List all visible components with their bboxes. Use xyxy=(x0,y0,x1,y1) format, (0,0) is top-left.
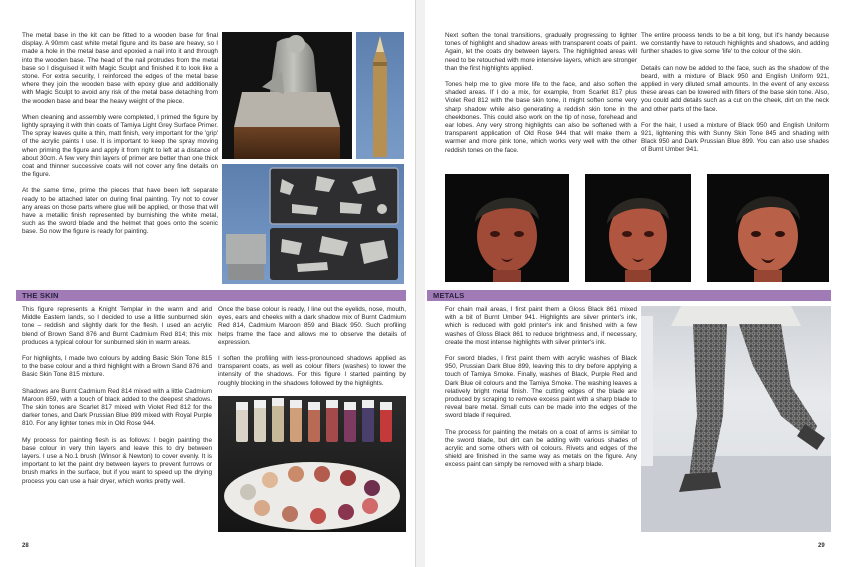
section-bar-metals xyxy=(427,290,831,301)
left-intro-column xyxy=(22,32,218,245)
section-title: METALS xyxy=(433,291,465,300)
photo-primer-part xyxy=(356,32,404,159)
paragraph: Details can now be added to the face, such as the shadow of the beard, with a mixture of Black 950 and English Uniform 921, applied in very diluted small amounts. In the event of any excess these areas can be lowered with filters of the base skin tone. Also, you could add details such as a cut on the cheek, dirt on the neck and other parts of the face. xyxy=(641,64,829,113)
photo-head-stage-2 xyxy=(585,174,691,282)
paragraph: Next soften the tonal transitions, gradually progressing to lighter tones of highlight and shadow areas with transparent coats of paint. Again, let the coats dry between layers. The highlighted areas will need to be retouched with more intensive layers, which are stronger than the first highlights applied. xyxy=(445,32,637,72)
photo-head-stage-1 xyxy=(445,174,569,282)
page-number: 28 xyxy=(22,543,29,549)
paragraph: The entire process tends to be a bit long, but it's handy because we constantly have to retouch highlights and shadows, and adding further shades to give some 'life' to the colour of the skin. xyxy=(641,32,829,56)
paragraph: Tones help me to give more life to the face, and also soften the shaded areas. If I do a mix, for example, from Scarlet 817 plus Violet Red 812 with the base skin tone, it might soften some very sharp shadow while also generating a reddish skin tone in the cheekbones. This could also work on the tip of nose, forehead and ear lobes. Any very strong highlights can also be softened with a transparent application of Old Rose 944 that will make them a warmer and more pink tone, which works very well with the other reddish tones on the face. xyxy=(445,81,637,154)
paragraph: At the same time, prime the pieces that have been left separate ready to be attached later on during final painting. Try not to cover any areas on those parts where glue will be applied, or those that will have a metallic finish represented by burnishing the white metal, such as the sword blade and the helmet that goes onto the scenic base. So now the figure is ready for painting. xyxy=(22,187,218,236)
photo-head-stage-3 xyxy=(707,174,829,282)
paragraph: This figure represents a Knight Templar in the warm and arid Middle Eastern lands, so I decided to use a little sunburned skin tone – reddish and slightly dark for the flesh. I used an acrylic blend of Brown Sand 876 and Burnt Cadmium Red 814; this mix produces a typical colour for sunburned skin in warm areas. xyxy=(22,306,212,346)
page-number: 29 xyxy=(818,543,825,549)
paragraph: For chain mail areas, I first paint them a Gloss Black 861 mixed with a bit of Burnt Umber 941. Highlights are silver printer's ink, which is reduced with gold printer's ink and finished with a few washes of Gloss Black 861 to reduce brightness and, if necessary, create the most intense highlights with silver printer's ink. xyxy=(445,306,637,346)
paragraph: The process for painting the metals on a coat of arms is similar to the sword blade, but dirt can be adding with various shades of acrylic and some others with oil colours. Rivets and edges of the shield are finished in the same way as metals on the figure. Any excess paint can simply be removed with a sharp blade. xyxy=(445,428,637,469)
paragraph: Shadows are Burnt Cadmium Red 814 mixed with a little Cadmium Maroon 859, with a touch of black added to the deepest shadows. The skin tones are Scarlet 817 mixed with Violet Red 812 for the darker tones, and Dark Prussian Blue 899 mixed with Royal Purple 810. For any lighter tones mix in Old Rose 944. xyxy=(22,387,212,428)
paragraph: For sword blades, I first paint them with acrylic washes of Black 950, Prussian Dark Blue 899, leaving this to dry before applying a touch of Tamiya Smoke. Finally, washes of Black, Purple Red and Dark Blue oil colours and the Tamiya Smoke. The washing leaves a relatively bright metal finish. The cutting edges of the blade are produced by scraping to remove excess paint with a sharp blade to reveal bare metal. Small cuts can be made into the edges of the sword blade if required. xyxy=(445,355,637,420)
section-bar-skin xyxy=(16,290,406,301)
paragraph: For highlights, I made two colours by adding Basic Skin Tone 815 to the base colour and a third highlight with a Brown Sand 876 and Basic Skin Tone 815 mixture. xyxy=(22,355,212,379)
photo-figure-base xyxy=(222,32,352,159)
skin-column-2 xyxy=(218,306,406,396)
metals-column xyxy=(445,306,637,478)
paragraph: When cleaning and assembly were completed, I primed the figure by lightly spraying it with thin coats of Tamiya Light Grey Surface Primer. The spray leaves quite a thin, matt finish, very important for the 'grip' of the acrylic paints I use. It is important to keep the spray moving when priming the figure and apply it from right to left at a distance of about 30cm. A few very thin layers of primer are better than one thick coat and thinner successive coats will not cover any fine details on the figure. xyxy=(22,113,218,179)
paragraph: I soften the profiling with less-pronounced shadows applied as transparent coats, as well as colour filters (washes) to lower the intensity of the shadows. For this figure I started painting by roughly blocking in the shadows followed by the highlights. xyxy=(218,355,406,387)
paragraph: Once the base colour is ready, I line out the eyelids, nose, mouth, eyes, ears and cheeks with a dark shadow mix of Burnt Cadmium Red 814, Cadmium Maroon 859 and Black 950. Such profiling helps frame the face and allows me to observe the details of expression. xyxy=(218,306,406,346)
right-column-2 xyxy=(641,32,829,163)
photo-kit-parts xyxy=(222,164,404,284)
paragraph: My process for painting flesh is as follows: I begin painting the base colour in very thin layers and leave this to dry between layers. I use a No.1 brush (Winsor & Newton) to cover evenly. It is important to let the paint dry between layers to prevent furrows or brush marks in the surface, but if you want to speed up the drying process you can use a hair dryer, which works pretty well. xyxy=(22,436,212,485)
photo-paint-palette xyxy=(218,396,406,532)
right-column-1 xyxy=(445,32,637,163)
paragraph: For the hair, I used a mixture of Black 950 and English Uniform 921, lightening this with Sunny Skin Tone 845 and shading with Black 950 and Dark Prussian Blue 899. You can also use shades of Burnt Umber 941. xyxy=(641,121,829,154)
page-gutter xyxy=(416,0,425,567)
right-page xyxy=(425,0,850,567)
left-page xyxy=(0,0,416,567)
section-title: THE SKIN xyxy=(22,291,59,300)
skin-column-1 xyxy=(22,306,212,494)
photo-chainmail-legs xyxy=(641,306,831,532)
paragraph: The metal base in the kit can be fitted to a wooden base for final display. A 90mm cast white metal figure and its base are heavy, so I made a hole in the metal base and epoxied a nail into it and through into the wooden base. The head of the nail protrudes from the metal base so I disguised it with Magic Sculpt and finished it to look like a stone. For extra security, I reinforced the edges of the metal base where they join the wooden base with epoxy glue and additionally with Magic Sculpt to avoid any risk of the metal base detaching from the wooden base and bear the heavy weight of the piece. xyxy=(22,32,218,105)
